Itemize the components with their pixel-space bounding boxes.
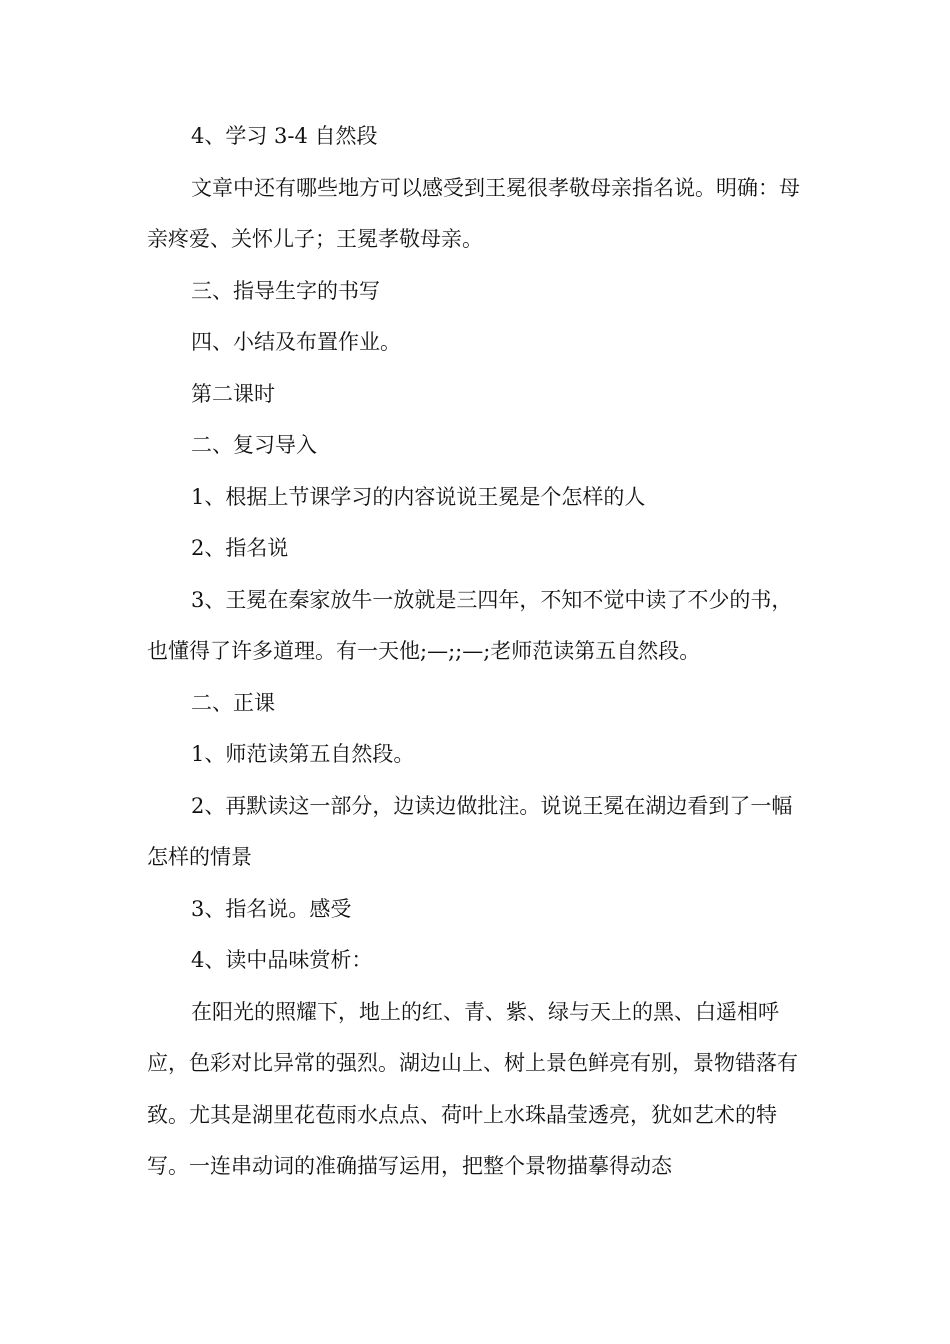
paragraph-filial-piety: 文章中还有哪些地方可以感受到王冕很孝敬母亲指名说。明确：母亲疼爱、关怀儿子；王冕孝敬母亲。 bbox=[147, 175, 800, 251]
paragraph-section3-heading: 三、指导生字的书写 bbox=[191, 278, 380, 303]
paragraph-section4-heading: 四、小结及布置作业。 bbox=[191, 330, 401, 354]
paragraph-lesson2-heading: 第二课时 bbox=[191, 381, 275, 406]
paragraph-main-step4: 4、读中品味赏析： bbox=[191, 948, 373, 972]
paragraph-review-step3: 3、王冕在秦家放牛一放就是三四年，不知不觉中读了不少的书，也懂得了许多道理。有一天他;—;;—;老师范读第五自然段。 bbox=[147, 587, 793, 663]
paragraph-main-lesson-heading: 二、正课 bbox=[191, 690, 275, 715]
paragraph-main-step2: 2、再默读这一部分，边读边做批注。说说王冕在湖边看到了一幅怎样的情景 bbox=[147, 793, 793, 869]
paragraph-review-heading: 二、复习导入 bbox=[191, 433, 317, 457]
paragraph-main-step1: 1、师范读第五自然段。 bbox=[191, 742, 415, 766]
paragraph-main-step3: 3、指名说。感受 bbox=[191, 896, 352, 921]
document-body bbox=[147, 111, 807, 1193]
paragraph-review-step2: 2、指名说 bbox=[191, 536, 289, 560]
paragraph-review-step1: 1、根据上节课学习的内容说说王冕是个怎样的人 bbox=[191, 484, 646, 509]
paragraph-step4-heading: 4、学习 3-4 自然段 bbox=[191, 124, 378, 148]
paragraph-appreciation: 在阳光的照耀下，地上的红、青、紫、绿与天上的黑、白遥相呼应，色彩对比异常的强烈。湖边山上、树上景色鲜亮有别，景物错落有致。尤其是湖里花苞雨水点点、荷叶上水珠晶莹透亮，犹如艺术的特写。一连串动词的准确描写运用，把整个景物描摹得动态 bbox=[147, 999, 798, 1178]
